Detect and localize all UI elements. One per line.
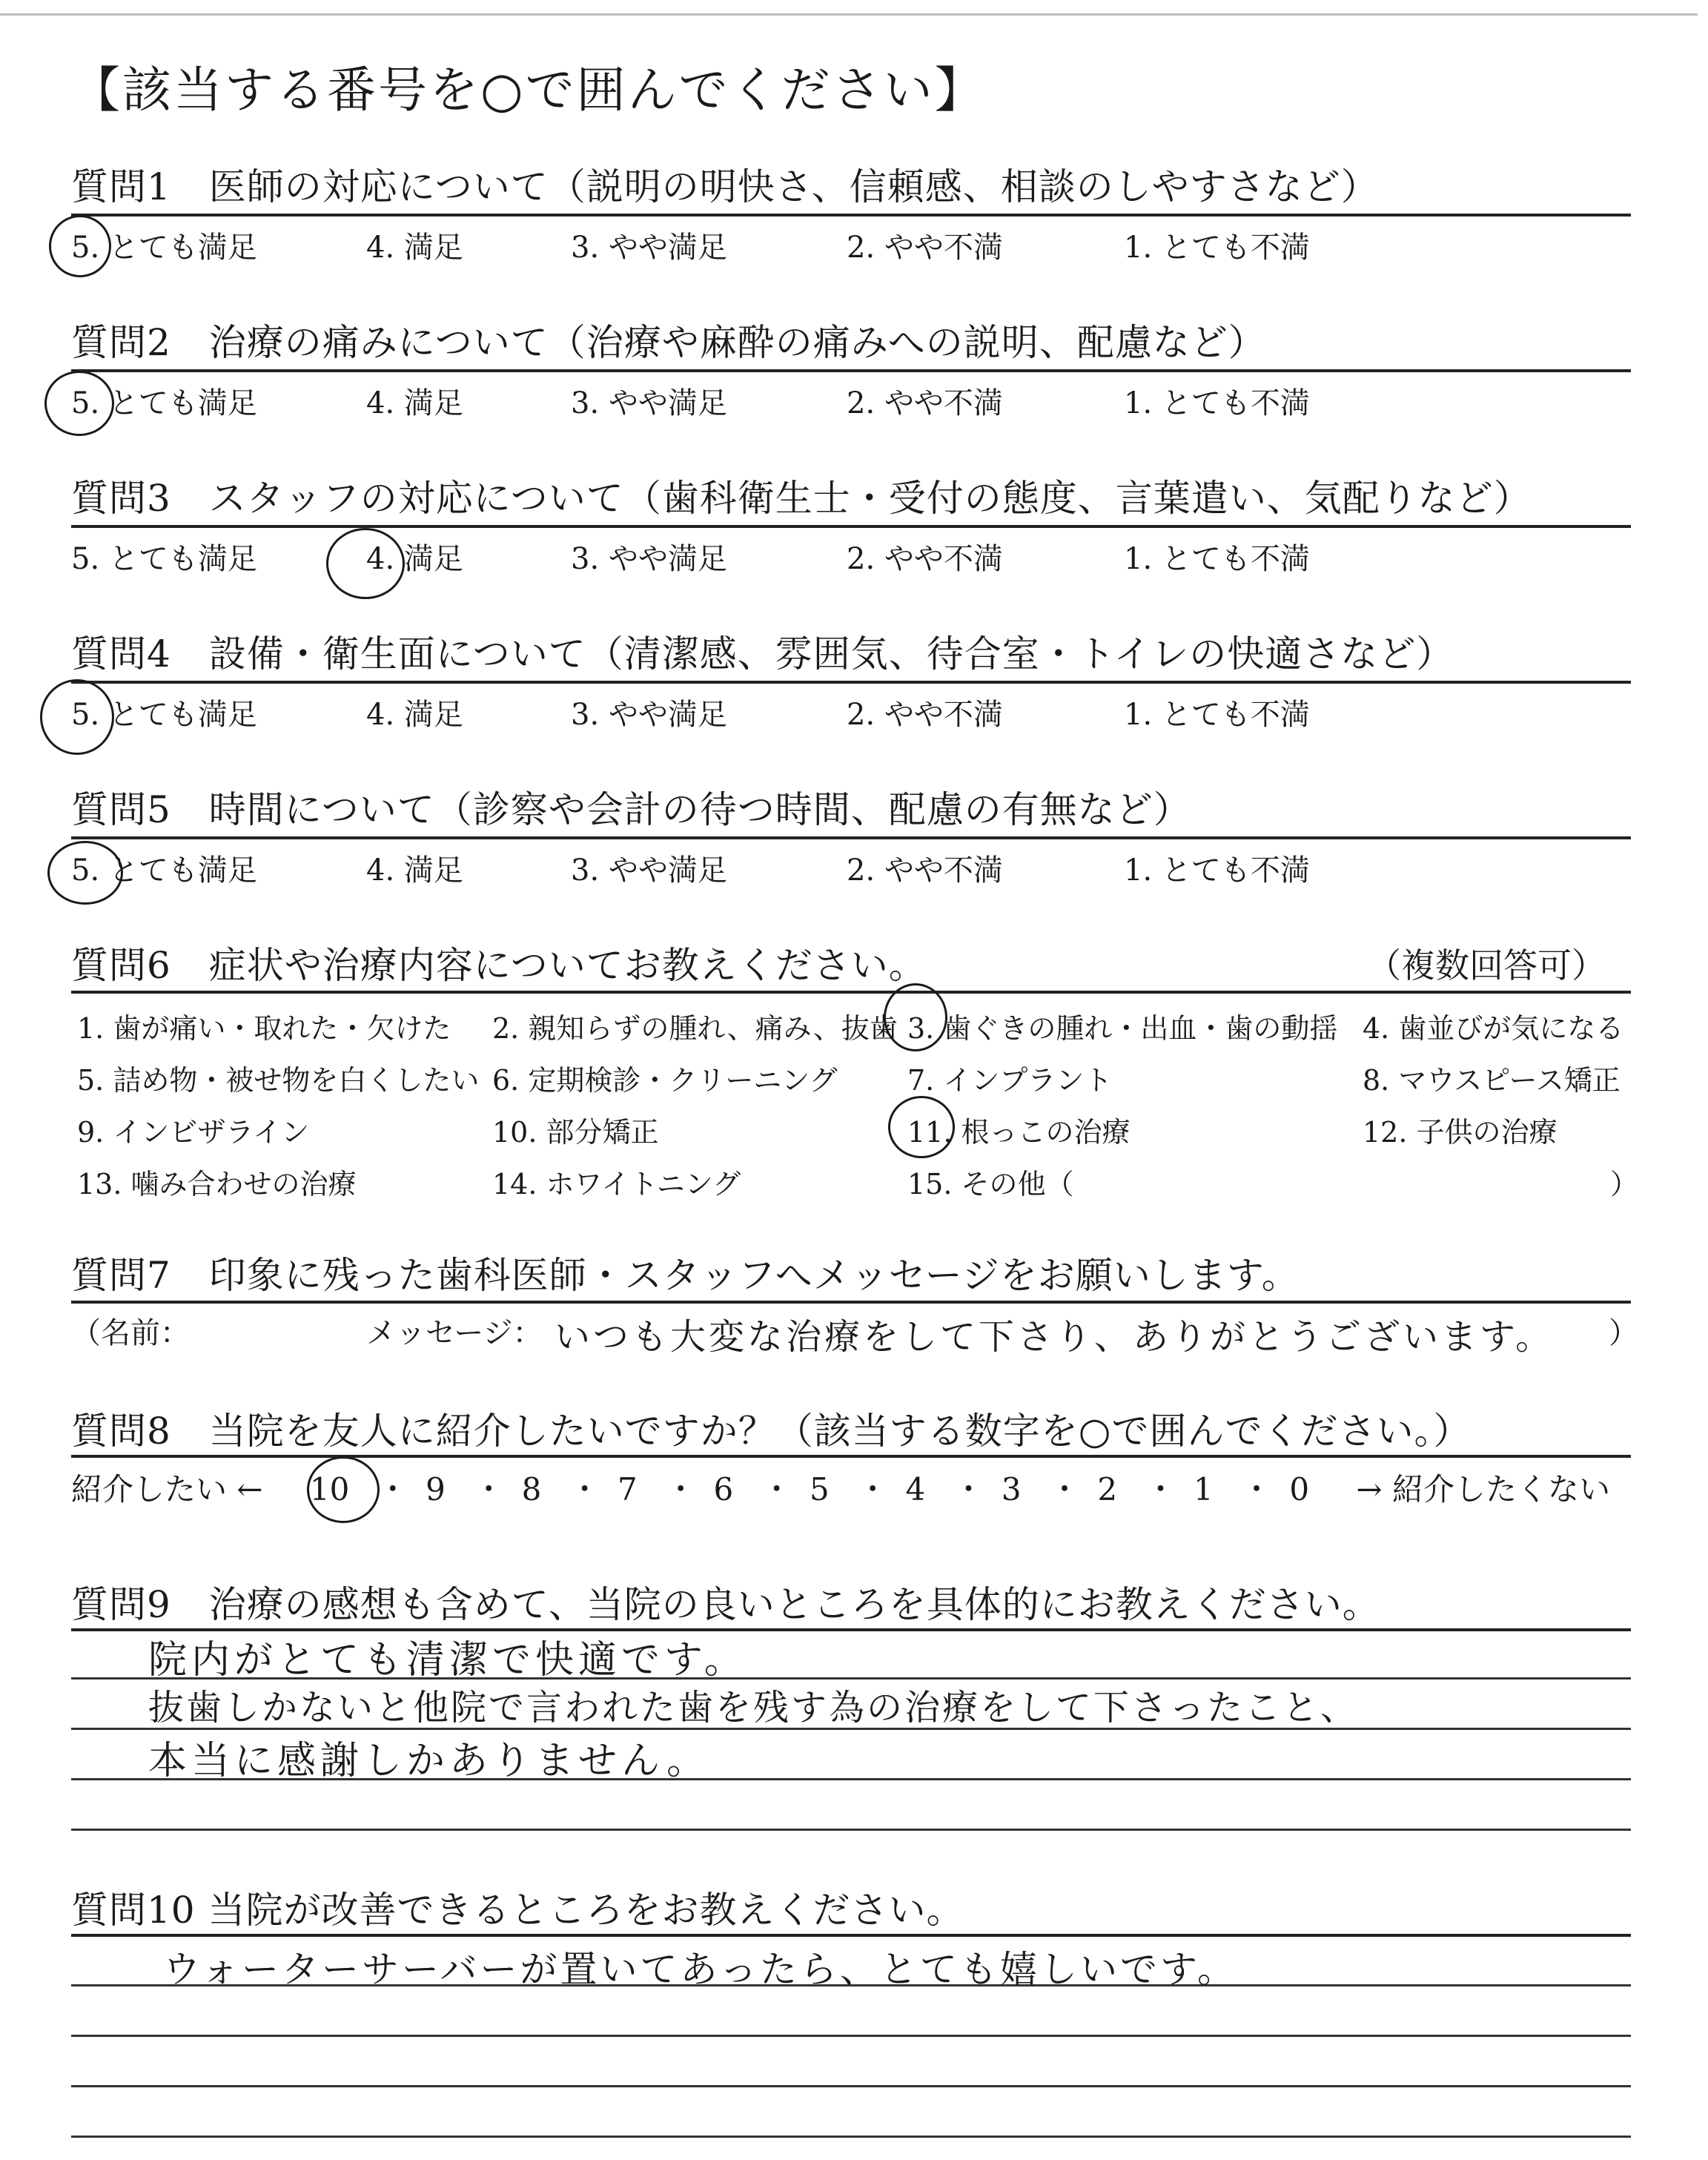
question-1-rule bbox=[71, 214, 1631, 217]
question-5-rule bbox=[71, 836, 1631, 839]
q1-option-1[interactable]: 1. とても不満 bbox=[1124, 231, 1310, 265]
q6-option-9[interactable]: 9. インビザライン bbox=[77, 1116, 310, 1149]
q8-score-4[interactable]: 4 bbox=[905, 1471, 926, 1507]
q8-score-9[interactable]: 9 bbox=[426, 1471, 446, 1507]
q4-option-1[interactable]: 1. とても不満 bbox=[1124, 698, 1310, 732]
q2-option-1[interactable]: 1. とても不満 bbox=[1124, 386, 1310, 420]
q9-handwritten-line-2: 抜歯しかないと他院で言われた歯を残す為の治療をして下さったこと、 bbox=[148, 1687, 1359, 1728]
q10-handwritten-line-1: ウォーターサーバーが置いてあったら、とても嬉しいです。 bbox=[163, 1948, 1237, 1991]
q8-score-5[interactable]: 5 bbox=[809, 1471, 830, 1507]
q6-option-15[interactable]: 15. その他（ bbox=[907, 1168, 1074, 1200]
q1-selection-circle bbox=[49, 215, 111, 277]
question-6-multiple-note: （複数回答可） bbox=[1367, 945, 1606, 985]
q3-option-4[interactable]: 4. 満足 bbox=[366, 542, 463, 576]
q8-score-2[interactable]: 2 bbox=[1097, 1471, 1118, 1507]
q6-option-1[interactable]: 1. 歯が痛い・取れた・欠けた bbox=[77, 1012, 451, 1045]
q2-option-5[interactable]: 5. とても満足 bbox=[71, 386, 257, 420]
q1-option-5[interactable]: 5. とても満足 bbox=[71, 231, 257, 265]
q9-handwritten-line-3: 本当に感謝しかありません。 bbox=[148, 1739, 710, 1783]
q2-option-2[interactable]: 2. やや不満 bbox=[847, 386, 1003, 420]
question-3-rule bbox=[71, 525, 1631, 528]
question-5-title: 質問5 時間について（診察や会計の待つ時間、配慮の有無など） bbox=[71, 788, 1191, 831]
question-6-title: 質問6 症状や治療内容についてお教えください。 bbox=[71, 944, 927, 987]
q7-message-label: メッセージ： bbox=[366, 1316, 543, 1350]
instructions-heading: 【該当する番号を○で囲んでください】 bbox=[71, 62, 986, 119]
q5-option-3[interactable]: 3. やや満足 bbox=[571, 853, 727, 888]
q9-answer-line-4 bbox=[71, 1829, 1631, 1831]
question-7-rule bbox=[71, 1301, 1631, 1304]
question-3-title: 質問3 スタッフの対応について（歯科衛生士・受付の態度、言葉遣い、気配りなど） bbox=[71, 477, 1532, 520]
q5-selection-circle bbox=[47, 841, 123, 905]
q5-option-1[interactable]: 1. とても不満 bbox=[1124, 853, 1310, 888]
q9-handwritten-line-1: 院内がとても清潔で快適です。 bbox=[148, 1638, 747, 1682]
q1-option-3[interactable]: 3. やや満足 bbox=[571, 231, 727, 265]
question-7-title: 質問7 印象に残った歯科医師・スタッフへメッセージをお願いします。 bbox=[71, 1254, 1300, 1297]
question-2-rule bbox=[71, 369, 1631, 372]
q6-option-2[interactable]: 2. 親知らずの腫れ、痛み、抜歯 bbox=[492, 1012, 898, 1045]
question-4-title: 質問4 設備・衛生面について（清潔感、雰囲気、待合室・トイレの快適さなど） bbox=[71, 633, 1454, 676]
q8-score-0[interactable]: 0 bbox=[1289, 1471, 1310, 1507]
q6-option-8[interactable]: 8. マウスピース矯正 bbox=[1363, 1064, 1621, 1097]
question-8-title: 質問8 当院を友人に紹介したいですか？（該当する数字を○で囲んでください。） bbox=[71, 1410, 1472, 1453]
q5-option-4[interactable]: 4. 満足 bbox=[366, 853, 463, 888]
q8-score-3[interactable]: 3 bbox=[1001, 1471, 1022, 1507]
q2-option-4[interactable]: 4. 満足 bbox=[366, 386, 463, 420]
q5-option-2[interactable]: 2. やや不満 bbox=[847, 853, 1003, 888]
q8-score-10[interactable]: 10 bbox=[309, 1471, 350, 1507]
q6-selection-circle-11 bbox=[888, 1096, 955, 1158]
q8-recommend-scale: 紹介したい ← 10 ・ 9 ・ 8 ・ 7 ・ 6 ・ 5 ・ 4 ・ 3 ・ 2 ・ 1 ・ 0 → 紹介したくない bbox=[71, 1465, 1610, 1510]
q4-option-2[interactable]: 2. やや不満 bbox=[847, 698, 1003, 732]
q2-option-3[interactable]: 3. やや満足 bbox=[571, 386, 727, 420]
q1-option-4[interactable]: 4. 満足 bbox=[366, 231, 463, 265]
question-8-rule bbox=[71, 1455, 1631, 1458]
q4-option-5[interactable]: 5. とても満足 bbox=[71, 698, 257, 732]
q1-option-2[interactable]: 2. やや不満 bbox=[847, 231, 1003, 265]
q3-option-3[interactable]: 3. やや満足 bbox=[571, 542, 727, 576]
q6-selection-circle-3 bbox=[884, 983, 947, 1051]
scan-edge bbox=[0, 13, 1698, 16]
q3-selection-circle bbox=[326, 528, 405, 599]
q3-option-2[interactable]: 2. やや不満 bbox=[847, 542, 1003, 576]
q6-option-11[interactable]: 11. 根っこの治療 bbox=[907, 1116, 1131, 1149]
q6-option-10[interactable]: 10. 部分矯正 bbox=[492, 1116, 659, 1149]
q6-option-4[interactable]: 4. 歯並びが気になる bbox=[1363, 1012, 1624, 1045]
q10-answer-line-3 bbox=[71, 2085, 1631, 2087]
question-2-title: 質問2 治療の痛みについて（治療や麻酔の痛みへの説明、配慮など） bbox=[71, 321, 1266, 364]
q3-option-1[interactable]: 1. とても不満 bbox=[1124, 542, 1310, 576]
q7-name-label: （名前： bbox=[71, 1316, 190, 1350]
question-10-title: 質問10 当院が改善できるところをお教えください。 bbox=[71, 1889, 964, 1932]
question-9-title: 質問9 治療の感想も含めて、当院の良いところを具体的にお教えください。 bbox=[71, 1583, 1380, 1626]
q8-score-7[interactable]: 7 bbox=[618, 1471, 638, 1507]
q8-left-label: 紹介したい ← bbox=[71, 1471, 263, 1507]
q6-other-close-paren: ） bbox=[1610, 1168, 1639, 1200]
q10-answer-line-4 bbox=[71, 2136, 1631, 2138]
q6-option-3[interactable]: 3. 歯ぐきの腫れ・出血・歯の動揺 bbox=[907, 1012, 1338, 1045]
q10-answer-line-2 bbox=[71, 2035, 1631, 2037]
q8-score-8[interactable]: 8 bbox=[521, 1471, 542, 1507]
q8-selection-circle bbox=[307, 1456, 380, 1523]
q6-option-13[interactable]: 13. 噛み合わせの治療 bbox=[77, 1168, 357, 1200]
q4-option-3[interactable]: 3. やや満足 bbox=[571, 698, 727, 732]
q8-score-1[interactable]: 1 bbox=[1193, 1471, 1214, 1507]
q6-option-14[interactable]: 14. ホワイトニング bbox=[492, 1168, 741, 1200]
q2-selection-circle bbox=[44, 371, 114, 436]
q6-option-6[interactable]: 6. 定期検診・クリーニング bbox=[492, 1064, 838, 1097]
q6-option-7[interactable]: 7. インプラント bbox=[907, 1064, 1113, 1097]
q5-option-5[interactable]: 5. とても満足 bbox=[71, 853, 257, 888]
q3-option-5[interactable]: 5. とても満足 bbox=[71, 542, 257, 576]
q4-option-4[interactable]: 4. 満足 bbox=[366, 698, 463, 732]
q7-close-paren: ） bbox=[1609, 1316, 1638, 1350]
question-10-rule bbox=[71, 1934, 1631, 1937]
q8-score-6[interactable]: 6 bbox=[713, 1471, 734, 1507]
question-1-title: 質問1 医師の対応について（説明の明快さ、信頼感、相談のしやすさなど） bbox=[71, 165, 1379, 208]
q7-handwritten-message: いつも大変な治療をして下さり、ありがとうございます。 bbox=[555, 1316, 1555, 1358]
q6-option-5[interactable]: 5. 詰め物・被せ物を白くしたい bbox=[77, 1064, 480, 1097]
question-6-rule bbox=[71, 991, 1631, 994]
q8-right-label: → 紹介したくない bbox=[1356, 1471, 1610, 1507]
question-4-rule bbox=[71, 681, 1631, 684]
q4-selection-circle bbox=[40, 679, 114, 755]
q6-option-12[interactable]: 12. 子供の治療 bbox=[1363, 1116, 1558, 1149]
